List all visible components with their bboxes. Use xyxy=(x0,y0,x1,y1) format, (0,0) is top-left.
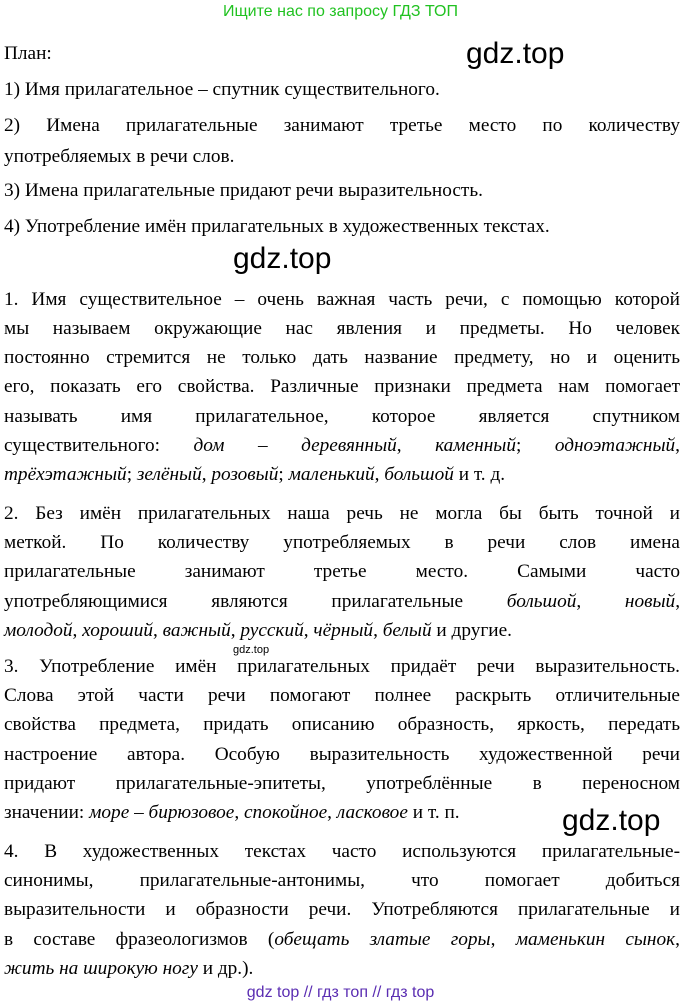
paragraph-1-line: мы называем окружающие нас явления и предметы. Но человек xyxy=(4,318,680,339)
paragraph-4-line: в составе фразеологизмов (обещать златые горы, маменькин сынок, xyxy=(4,929,680,950)
footer-links: gdz top // гдз топ // гдз top xyxy=(246,984,435,1001)
paragraph-1-line: 1. Имя существительное – очень важная часть речи, с помощью которой xyxy=(4,289,680,310)
paragraph-2-line: меткой. По количеству употребляемых в речи слов имена xyxy=(4,532,680,553)
paragraph-3-line: настроение автора. Особую выразительность художественной речи xyxy=(4,744,680,765)
paragraph-1-line: существительного: дом – деревянный, каменный; одноэтажный, xyxy=(4,435,680,456)
paragraph-3-line: свойства предмета, придать описанию образность, яркость, передать xyxy=(4,714,680,735)
paragraph-1-line: постоянно стремится не только дать название предмету, но и оценить xyxy=(4,347,680,368)
paragraph-1-line: его, показать его свойства. Различные признаки предмета нам помогает xyxy=(4,376,680,397)
paragraph-2-line: молодой, хороший, важный, русский, чёрный, белый и другие. xyxy=(4,620,512,641)
watermark-gdz-top: gdz.top xyxy=(466,37,565,70)
paragraph-3-line: Слова этой части речи помогают полнее раскрыть отличительные xyxy=(4,685,680,706)
plan-item: 2) Имена прилагательные занимают третье место по количеству xyxy=(4,115,680,136)
paragraph-4-line: жить на широкую ногу и др.). xyxy=(4,958,254,979)
paragraph-3-line: значении: море – бирюзовое, спокойное, ласковое и т. п. xyxy=(4,802,460,823)
top-banner: Ищите нас по запросу ГДЗ ТОП xyxy=(223,3,458,20)
plan-item: 3) Имена прилагательные придают речи выразительность. xyxy=(4,180,483,201)
paragraph-2-line: прилагательные занимают третье место. Самыми часто xyxy=(4,561,680,582)
paragraph-1-line: называть имя прилагательное, которое является спутником xyxy=(4,406,680,427)
paragraph-2-line: 2. Без имён прилагательных наша речь не могла бы быть точной и xyxy=(4,503,680,524)
watermark-gdz-top: gdz.top xyxy=(233,242,332,275)
paragraph-4-line: 4. В художественных текстах часто используются прилагательные- xyxy=(4,841,680,862)
paragraph-2-line: употребляющимися являются прилагательные большой, новый, xyxy=(4,591,681,612)
paragraph-3-line: 3. Употребление имён прилагательных придаёт речи выразительность. xyxy=(4,656,680,677)
plan-title: План: xyxy=(4,43,52,64)
watermark-gdz-top-small: gdz.top xyxy=(233,644,270,656)
paragraph-1-line: трёхэтажный; зелёный, розовый; маленький, большой и т. д. xyxy=(4,464,506,485)
paragraph-3-line: придают прилагательные-эпитеты, употреблённые в переносном xyxy=(4,773,680,794)
plan-item: 1) Имя прилагательное – спутник существительного. xyxy=(4,79,440,100)
watermark-gdz-top: gdz.top xyxy=(562,804,661,837)
paragraph-4-line: выразительности и образности речи. Употребляются прилагательные и xyxy=(4,899,680,920)
plan-item: 4) Употребление имён прилагательных в художественных текстах. xyxy=(4,216,550,237)
plan-item: употребляемых в речи слов. xyxy=(4,146,235,167)
paragraph-4-line: синонимы, прилагательные-антонимы, что помогает добиться xyxy=(4,870,680,891)
